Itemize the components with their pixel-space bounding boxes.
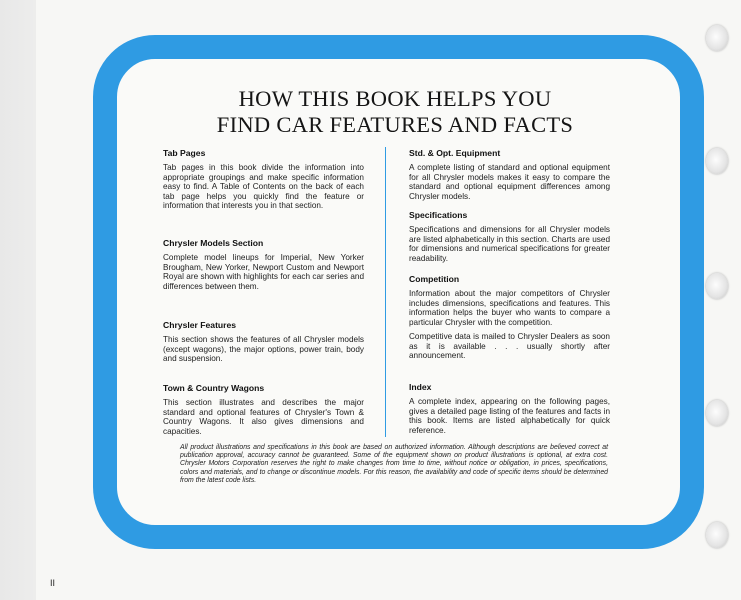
section-body: A complete index, appearing on the following pages, gives a detailed page listing of the features and facts in this book. Items are listed alphabetically for quick reference. bbox=[409, 397, 610, 435]
section-town-country-wagons bbox=[163, 383, 364, 436]
page-title bbox=[97, 86, 693, 138]
section-heading: Town & Country Wagons bbox=[163, 383, 265, 393]
section-body: Complete model lineups for Imperial, New Yorker Brougham, New Yorker, Newport Custom and Newport Royal are shown with highlights for each car series and differences between them. bbox=[163, 253, 364, 291]
section-heading: Chrysler Features bbox=[163, 320, 237, 330]
title-line-2: FIND CAR FEATURES AND FACTS bbox=[216, 112, 574, 137]
section-body: This section shows the features of all Chrysler models (except wagons), the major options, power train, body and suspension. bbox=[163, 335, 364, 363]
section-heading: Std. & Opt. Equipment bbox=[409, 148, 501, 158]
section-chrysler-models bbox=[163, 238, 364, 291]
column-divider bbox=[385, 147, 386, 437]
binder-hole-icon bbox=[706, 148, 728, 174]
section-tab-pages bbox=[163, 148, 364, 211]
section-chrysler-features bbox=[163, 320, 364, 364]
section-body: This section illustrates and describes the major standard and optional features of Chrysler's Town & Country Wagons. It also gives dimensions and capacities. bbox=[163, 398, 364, 436]
binder-hole-icon bbox=[706, 400, 728, 426]
section-body: A complete listing of standard and optional equipment for all Chrysler models makes it easy to compare the standard and optional equipment differences among Chrysler models. bbox=[409, 163, 610, 201]
section-body-2: Competitive data is mailed to Chrysler Dealers as soon as it is available . . . usually shortly after announcement. bbox=[409, 332, 610, 360]
section-std-opt-equipment bbox=[409, 148, 610, 201]
section-heading: Chrysler Models Section bbox=[163, 238, 264, 248]
page-number: II bbox=[50, 578, 56, 588]
binder-hole-icon bbox=[706, 273, 728, 299]
section-body: Tab pages in this book divide the information into appropriate groupings and make specific information easy to find. A Table of Contents on the back of each tab page helps you quickly find the feature or information that interests you in that section. bbox=[163, 163, 364, 210]
section-body: Specifications and dimensions for all Chrysler models are listed alphabetically in this section. Charts are used for dimensions and numerical specifications for greater readability. bbox=[409, 225, 610, 263]
section-heading: Specifications bbox=[409, 210, 468, 220]
section-specifications bbox=[409, 210, 610, 263]
section-heading: Index bbox=[409, 382, 432, 392]
binder-hole-icon bbox=[706, 522, 728, 548]
binder-hole-icon bbox=[706, 25, 728, 51]
title-line-1: HOW THIS BOOK HELPS YOU bbox=[238, 86, 552, 111]
section-competition bbox=[409, 274, 610, 361]
section-heading: Competition bbox=[409, 274, 460, 284]
page-gutter bbox=[0, 0, 36, 600]
section-index bbox=[409, 382, 610, 435]
section-body: Information about the major competitors of Chrysler includes dimensions, specifications and features. This information helps the buyer who wants to compare a particular Chrysler with the competition. bbox=[409, 289, 610, 327]
section-heading: Tab Pages bbox=[163, 148, 206, 158]
disclaimer-text: All product illustrations and specifications in this book are based on authorized information. Although descriptions are believed correct at publication approval, accuracy cannot be guaranteed. Some of the equipment shown on product illustrations is optional, at extra cost. Chrysler Motors Corporation reserves the right to make changes from time to time, without notice or obligation, in prices, specifications, colors and materials, and to change or discontinue models. For this reason, the availability and code of specific items should be determined from the latest code lists. bbox=[180, 444, 608, 484]
